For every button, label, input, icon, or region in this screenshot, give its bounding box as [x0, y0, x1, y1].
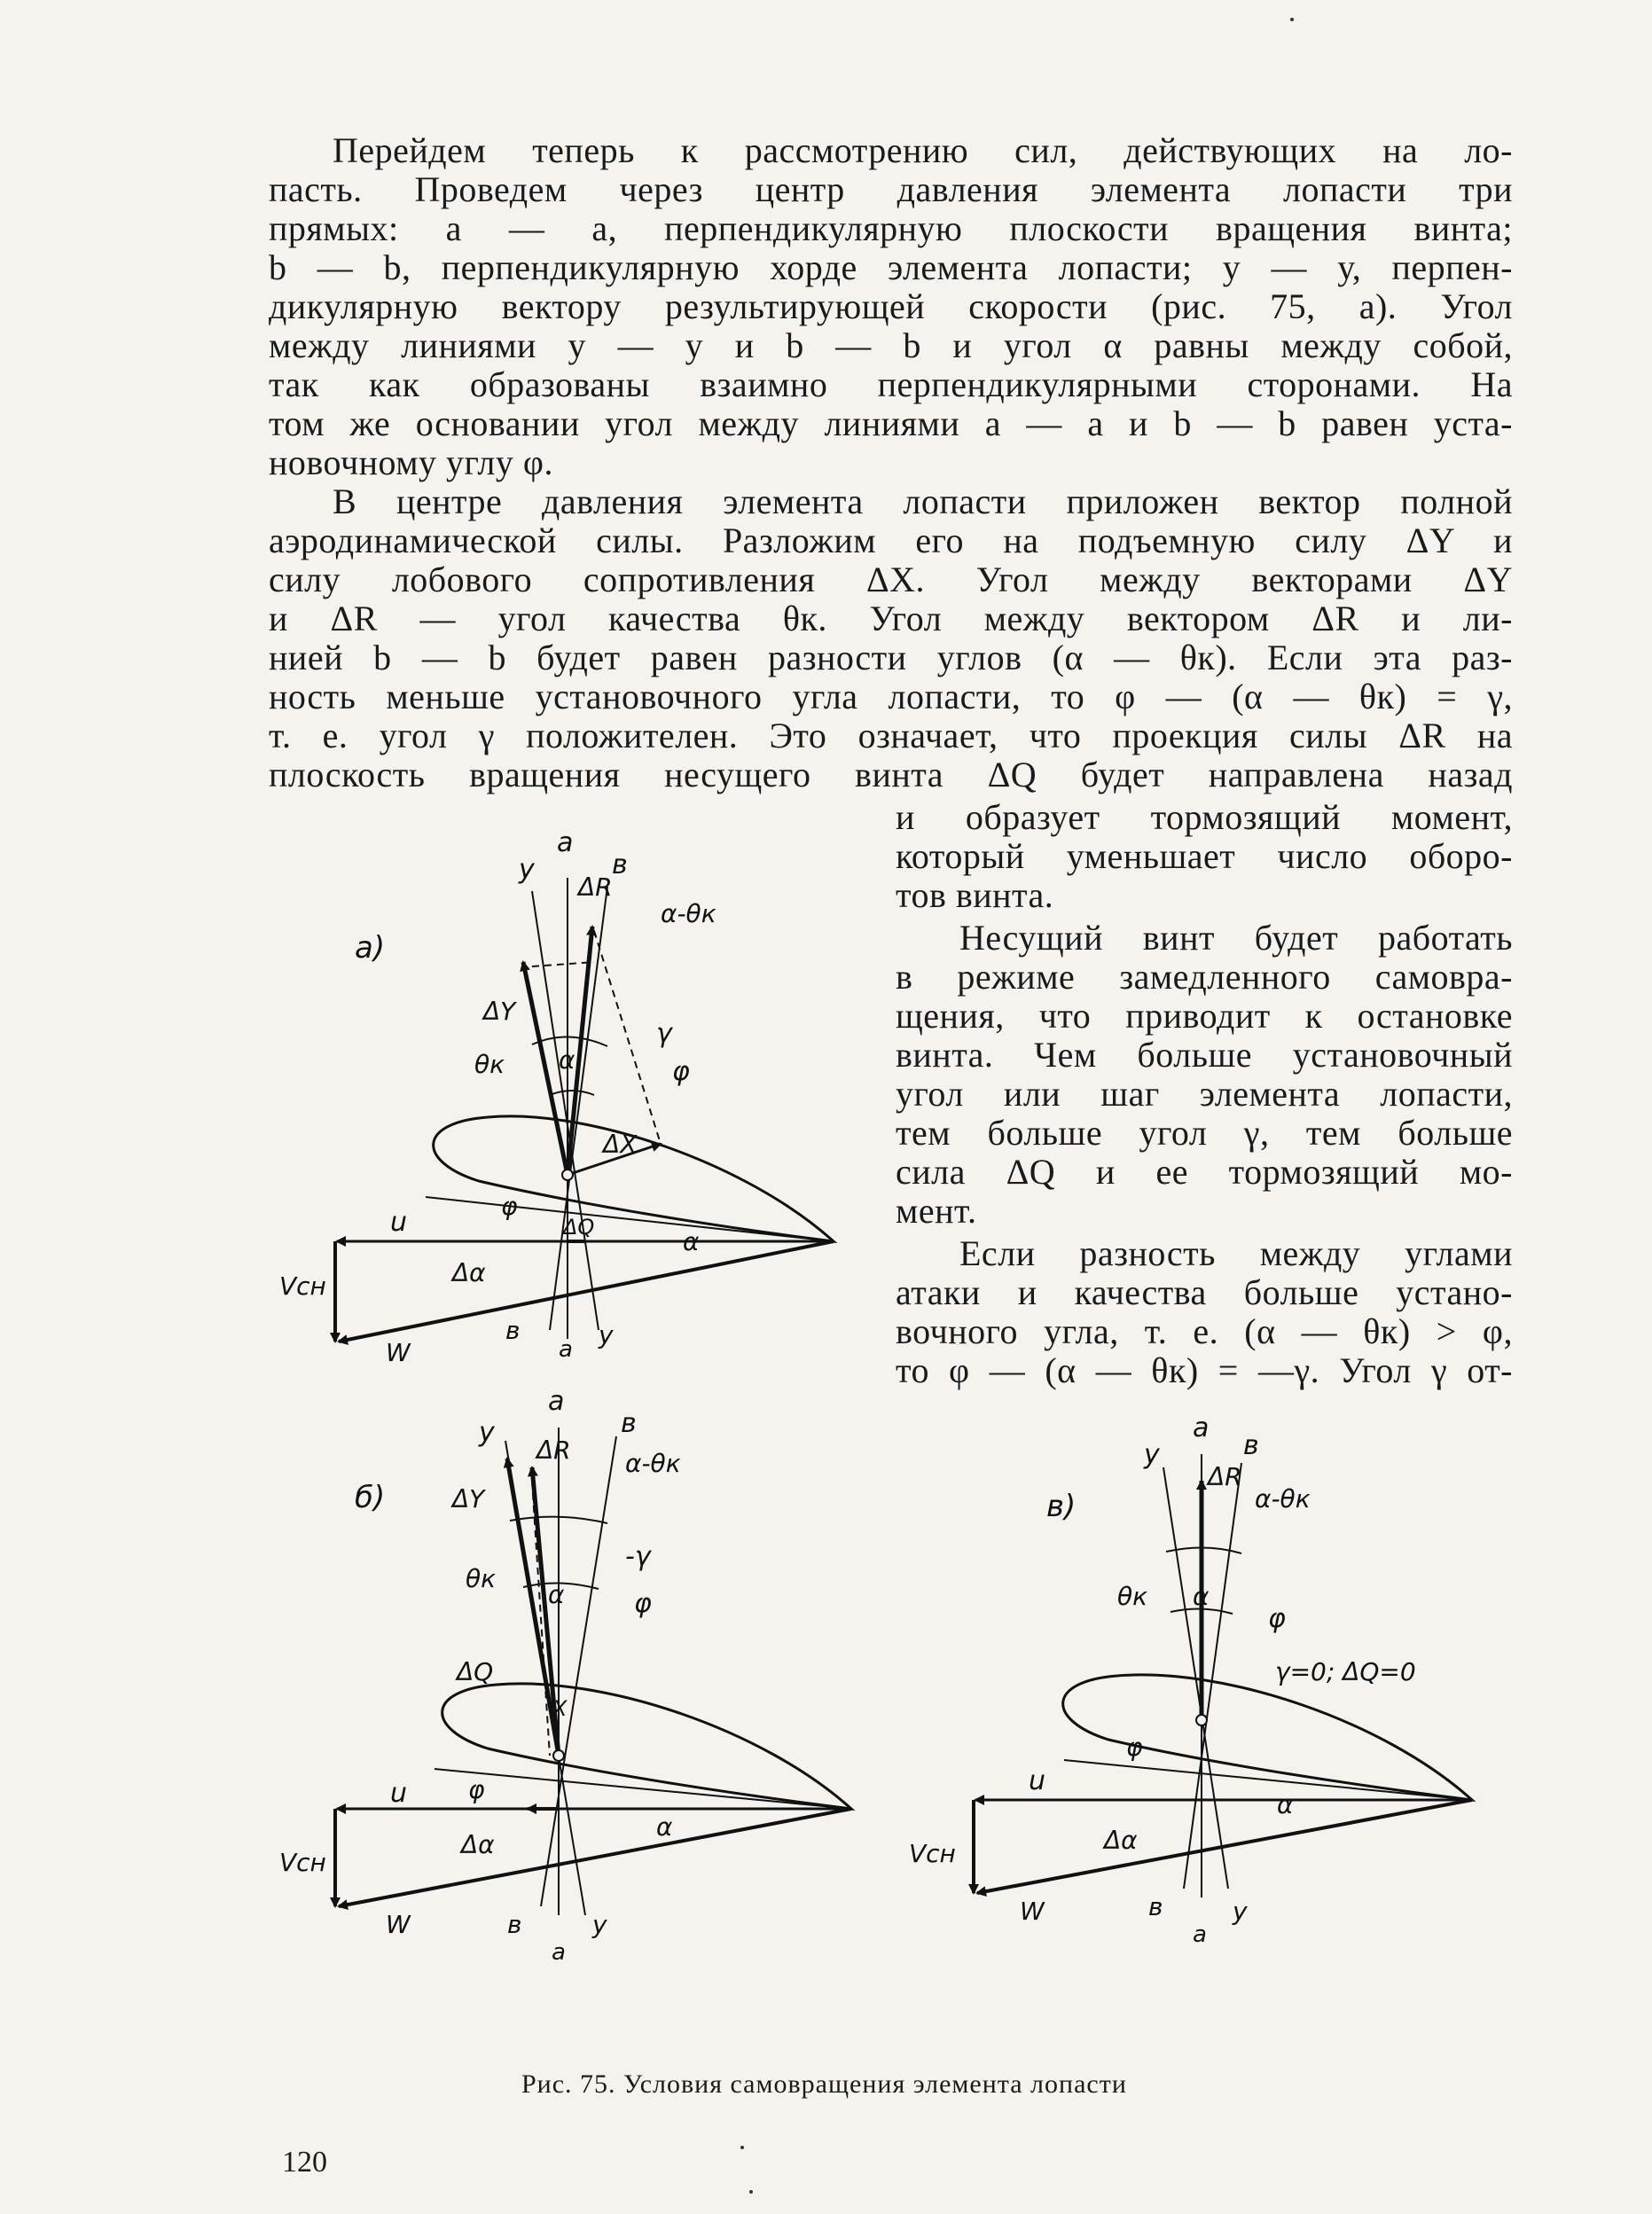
label-dx: ΔX: [603, 1130, 638, 1159]
text-line: вочного угла, т. е. (α — θк) > φ,: [896, 1311, 1513, 1351]
text-line: т. е. угол γ положителен. Это означает, что проекция силы ΔR на: [269, 716, 1513, 755]
figure-75c-diagram: [887, 1412, 1499, 1968]
label-alpha-2: α: [683, 1227, 700, 1256]
label-theta: θк: [474, 1050, 505, 1079]
figure-caption: Рис. 75. Условия самовращения элемента лопасти: [521, 2069, 1127, 2099]
label-a-2: а: [559, 1336, 573, 1363]
label-dq: ΔQ: [563, 1215, 595, 1240]
label-y: у: [1144, 1439, 1160, 1470]
label-dr: ΔR: [578, 872, 613, 902]
paragraph-negative-gamma: [896, 1234, 1513, 1390]
label-a-minus-theta: α-θк: [625, 1449, 681, 1478]
label-u: u: [390, 1778, 408, 1809]
panel-label-b: б): [355, 1480, 386, 1515]
angle-arc-2: [550, 1091, 594, 1095]
text-line: так как образованы взаимно перпендикулярными сторонами. На: [269, 364, 1513, 404]
text-line: и ΔR — угол качества θк. Угол между вектором ΔR и ли-: [269, 598, 1513, 638]
label-w: W: [386, 1338, 411, 1367]
label-u: u: [1029, 1765, 1046, 1796]
text-line: Если разность между углами: [959, 1233, 1513, 1273]
label-y-2: у: [599, 1320, 614, 1350]
label-gamma: γ: [656, 1018, 672, 1049]
label-y: у: [479, 1417, 495, 1448]
label-dq: ΔQ: [457, 1657, 494, 1686]
label-a-2: а: [1193, 1921, 1207, 1948]
label-alpha: α: [559, 1045, 575, 1075]
text-line: b — b, перпендикулярную хорде элемента лопасти; у — у, перпен-: [269, 247, 1513, 287]
label-a-minus-theta: α-θк: [1255, 1484, 1311, 1514]
label-a-2: а: [552, 1939, 566, 1966]
text-line: прямых: а — а, перпендикулярную плоскости вращения винта;: [269, 208, 1513, 248]
text-line: тем больше угол γ, тем больше: [896, 1113, 1513, 1153]
figure-75a-svg: [266, 825, 869, 1392]
label-vch: Vсн: [909, 1839, 956, 1868]
figure-75a-diagram: [266, 825, 869, 1392]
label-dalpha: Δα: [452, 1258, 486, 1287]
page-number: 120: [282, 2146, 327, 2179]
dashed-proj: [532, 962, 594, 966]
pressure-center: [1196, 1715, 1207, 1725]
label-dalpha: Δα: [1104, 1826, 1138, 1855]
label-dalpha: Δα: [461, 1830, 495, 1859]
text-line: ность меньше установочного угла лопасти, то φ — (α — θк) = γ,: [269, 677, 1513, 716]
chord-line-2: [1064, 1760, 1472, 1800]
label-u: u: [390, 1207, 408, 1238]
text-line: и образует тормозящий момент,: [896, 797, 1513, 837]
label-vch: Vсн: [279, 1271, 326, 1301]
label-b: в: [621, 1408, 637, 1439]
label-w: W: [386, 1910, 411, 1939]
figure-75b-svg: [266, 1386, 887, 1977]
label-a: а: [548, 1386, 565, 1417]
label-b-2: в: [507, 1910, 522, 1939]
text-line: атаки и качества больше устано-: [896, 1272, 1513, 1312]
paragraph-aero-force: [269, 482, 1513, 794]
panel-label-c: в): [1046, 1489, 1077, 1524]
label-phi: φ: [672, 1056, 690, 1087]
label-vch: Vсн: [279, 1848, 326, 1877]
label-dr: ΔR: [1208, 1462, 1242, 1491]
text-line: Несущий винт будет работать: [959, 918, 1513, 958]
label-alpha-2: α: [656, 1812, 673, 1842]
label-a: а: [557, 827, 574, 858]
text-line: Перейдем теперь к рассмотрению сил, действующих на ло-: [333, 130, 1513, 170]
label-alpha-2: α: [1277, 1790, 1294, 1819]
label-y-2: у: [1233, 1897, 1248, 1926]
label-b: в: [1243, 1430, 1259, 1461]
label-b-2: в: [1148, 1892, 1163, 1921]
label-phi: φ: [1268, 1603, 1286, 1634]
label-phi-2: φ: [468, 1775, 485, 1804]
label-phi: φ: [634, 1588, 652, 1619]
label-a-minus-theta: α-θк: [661, 899, 716, 928]
text-line: нией b — b будет равен разности углов (α — θк). Если эта раз-: [269, 638, 1513, 677]
label-dr: ΔR: [536, 1436, 571, 1465]
paragraph-forces-on-blade: [269, 131, 1513, 482]
pressure-center: [562, 1170, 573, 1180]
airfoil-profile: [1063, 1675, 1472, 1800]
label-dy: ΔY: [483, 997, 516, 1026]
figure-75b-diagram: [266, 1386, 887, 1977]
label-y: у: [519, 854, 535, 885]
text-line: том же основании угол между линиями а — а и b — b равен уста-: [269, 403, 1513, 443]
label-theta: θк: [466, 1564, 497, 1593]
label-alpha: α: [548, 1580, 565, 1609]
label-neg-gamma: -γ: [625, 1541, 651, 1572]
chord-line-2: [426, 1197, 834, 1241]
scan-speck: [749, 2190, 753, 2194]
text-line: мент.: [896, 1191, 977, 1231]
text-line: щения, что приводит к остановке: [896, 996, 1513, 1036]
label-y-2: у: [592, 1910, 607, 1939]
text-line: винта. Чем больше установочный: [896, 1035, 1513, 1075]
paragraph-braking-moment: [896, 798, 1513, 915]
label-a: а: [1193, 1412, 1210, 1443]
text-line: силу лобового сопротивления ΔX. Угол между векторами ΔY: [269, 559, 1513, 599]
label-phi-2: φ: [501, 1192, 518, 1221]
line-y-y: [1163, 1467, 1228, 1889]
text-line: тов винта.: [896, 875, 1054, 915]
text-line: в режиме замедленного самовра-: [896, 957, 1513, 997]
text-line: аэродинамической силы. Разложим его на подъемную силу ΔY и: [269, 520, 1513, 560]
text-line: плоскость вращения несущего винта ΔQ будет направлена назад: [269, 755, 1513, 794]
line-b-b: [1184, 1463, 1241, 1889]
text-line: который уменьшает число оборо-: [896, 836, 1513, 876]
text-line: новочному углу φ.: [269, 442, 553, 482]
label-alpha: α: [1193, 1582, 1210, 1611]
text-line: дикулярную вектору результирующей скорости (рис. 75, а). Угол: [269, 286, 1513, 326]
text-line: то φ — (α — θк) = —γ. Угол γ от-: [896, 1350, 1513, 1390]
paragraph-slowing-autorotation: [896, 919, 1513, 1231]
text-line: между линиями у — у и b — b и угол α равны между собой,: [269, 325, 1513, 365]
scan-speck: [1290, 18, 1294, 21]
text-line: угол или шаг элемента лопасти,: [896, 1074, 1513, 1114]
text-line: пасть. Проведем через центр давления элемента лопасти три: [269, 169, 1513, 209]
text-line: В центре давления элемента лопасти приложен вектор полной: [333, 481, 1513, 521]
label-theta: θк: [1117, 1582, 1148, 1611]
chord-line-2: [435, 1769, 851, 1809]
w-vector: [339, 1241, 834, 1342]
label-w: W: [1020, 1897, 1045, 1926]
text-line: сила ΔQ и ее тормозящий мо-: [896, 1152, 1513, 1192]
label-x: X: [552, 1696, 568, 1721]
w-vector: [339, 1809, 851, 1906]
line-b-b: [550, 887, 607, 1330]
panel-label-a: а): [355, 930, 386, 966]
label-condition: γ=0; ΔQ=0: [1275, 1657, 1416, 1686]
label-b: в: [612, 849, 628, 880]
w-vector: [977, 1800, 1472, 1893]
label-dy: ΔY: [452, 1484, 485, 1514]
label-phi-2: φ: [1126, 1733, 1143, 1762]
figure-75c-svg: [887, 1412, 1499, 1968]
pressure-center: [553, 1750, 564, 1761]
scan-speck: [740, 2146, 744, 2149]
dashed-proj-2: [594, 931, 661, 1144]
label-b-2: в: [505, 1316, 521, 1345]
